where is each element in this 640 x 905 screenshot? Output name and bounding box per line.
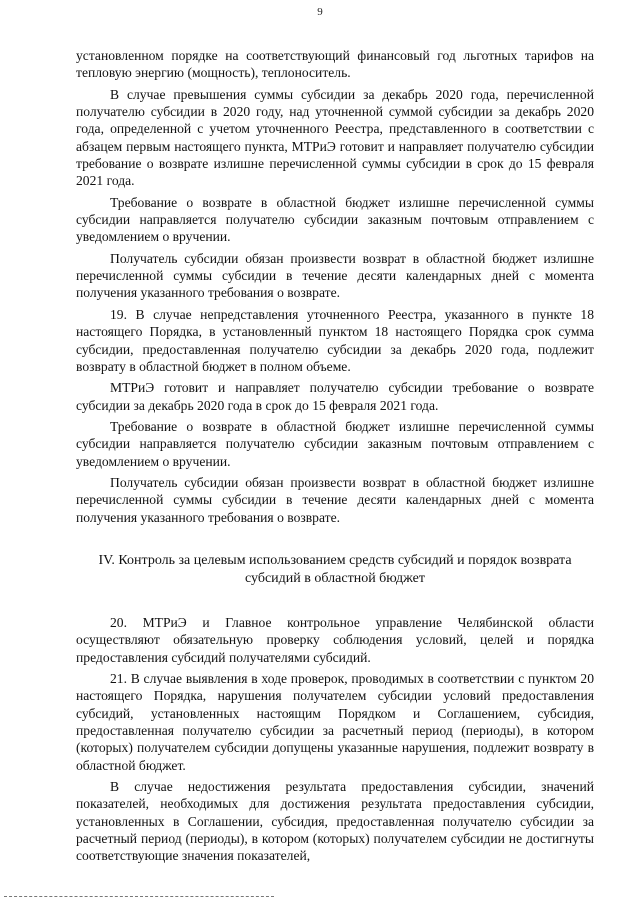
paragraph-recipient-obligation: Получатель субсидии обязан произвести возврат в областной бюджет излишне перечисленной суммы субсидии в течение десяти календарных дней с момента получения указанного требования о возврате. [76, 250, 594, 301]
paragraph-item-19: 19. В случае непредставления уточненного Реестра, указанного в пункте 18 настоящего Порядка, в установленный пунктом 18 настоящего Порядка срок сумма субсидии, предоставленная получателю субсидии за декабрь 2020 года, подлежит возврату в областной бюджет в полном объеме. [76, 306, 594, 374]
footer-divider [4, 896, 274, 897]
paragraph-recipient-obligation-2: Получатель субсидии обязан произвести возврат в областной бюджет излишне перечисленной суммы субсидии в течение десяти календарных дней с момента получения указанного требования о возврате. [76, 475, 594, 525]
paragraph-return-demand: Требование о возврате в областной бюджет излишне перечисленной суммы субсидии направляется получателю субсидии заказным почтовым отправлением с уведомлением о вручении. [76, 194, 594, 245]
paragraph-item-21: 21. В случае выявления в ходе проверок, проводимых в соответствии с пунктом 20 настоящего Порядка, нарушения получателем субсидии условий предоставления субсидий, установленных настоящим Порядком и Соглашением, субсидия, предоставленная получателю субсидии за расчетный период (периоды), в котором (которых) получателем субсидии допущены указанные нарушения, подлежит возврату в областной бюджет. [76, 671, 594, 773]
paragraph-return-demand-2: Требование о возврате в областной бюджет излишне перечисленной суммы субсидии направляется получателю субсидии заказным почтовым отправлением с уведомлением о вручении. [76, 419, 594, 469]
paragraph-mtrie-demand: МТРиЭ готовит и направляет получателю субсидии требование о возврате субсидии за декабрь 2020 года в срок до 15 февраля 2021 года. [76, 380, 594, 413]
paragraph-continuation: установленном порядке на соответствующий финансовый год льготных тарифов на тепловую энергию (мощность), теплоноситель. [76, 48, 594, 81]
section-heading: IV. Контроль за целевым использованием средств субсидий и порядок возврата субсидий в областной бюджет [98, 553, 572, 587]
page-number: 9 [317, 6, 323, 18]
paragraph-item-20: 20. МТРиЭ и Главное контрольное управление Челябинской области осуществляют обязательную проверку соблюдения условий, целей и порядка предоставления субсидий получателями субсидий. [76, 615, 594, 665]
paragraph-non-achievement: В случае недостижения результата предоставления субсидии, значений показателей, необходимых для достижения результата предоставления субсидии, установленных в Соглашении, субсидия, предоставленная получателю субсидии за расчетный период (периоды), в котором (которых) получателем субсидии не достигнуты соответствующие значения показателей, [76, 779, 594, 864]
document-body [76, 47, 594, 869]
paragraph-excess-subsidy: В случае превышения суммы субсидии за декабрь 2020 года, перечисленной получателю субсидии в 2020 году, над уточненной суммой субсидии за декабрь 2020 года, определенной с учетом уточненного Реестра, представленного в соответствии с абзацем первым настоящего пункта, МТРиЭ готовит и направляет получателю субсидии требование о возврате излишне перечисленной суммы субсидии в срок до 15 февраля 2021 года. [76, 86, 594, 189]
